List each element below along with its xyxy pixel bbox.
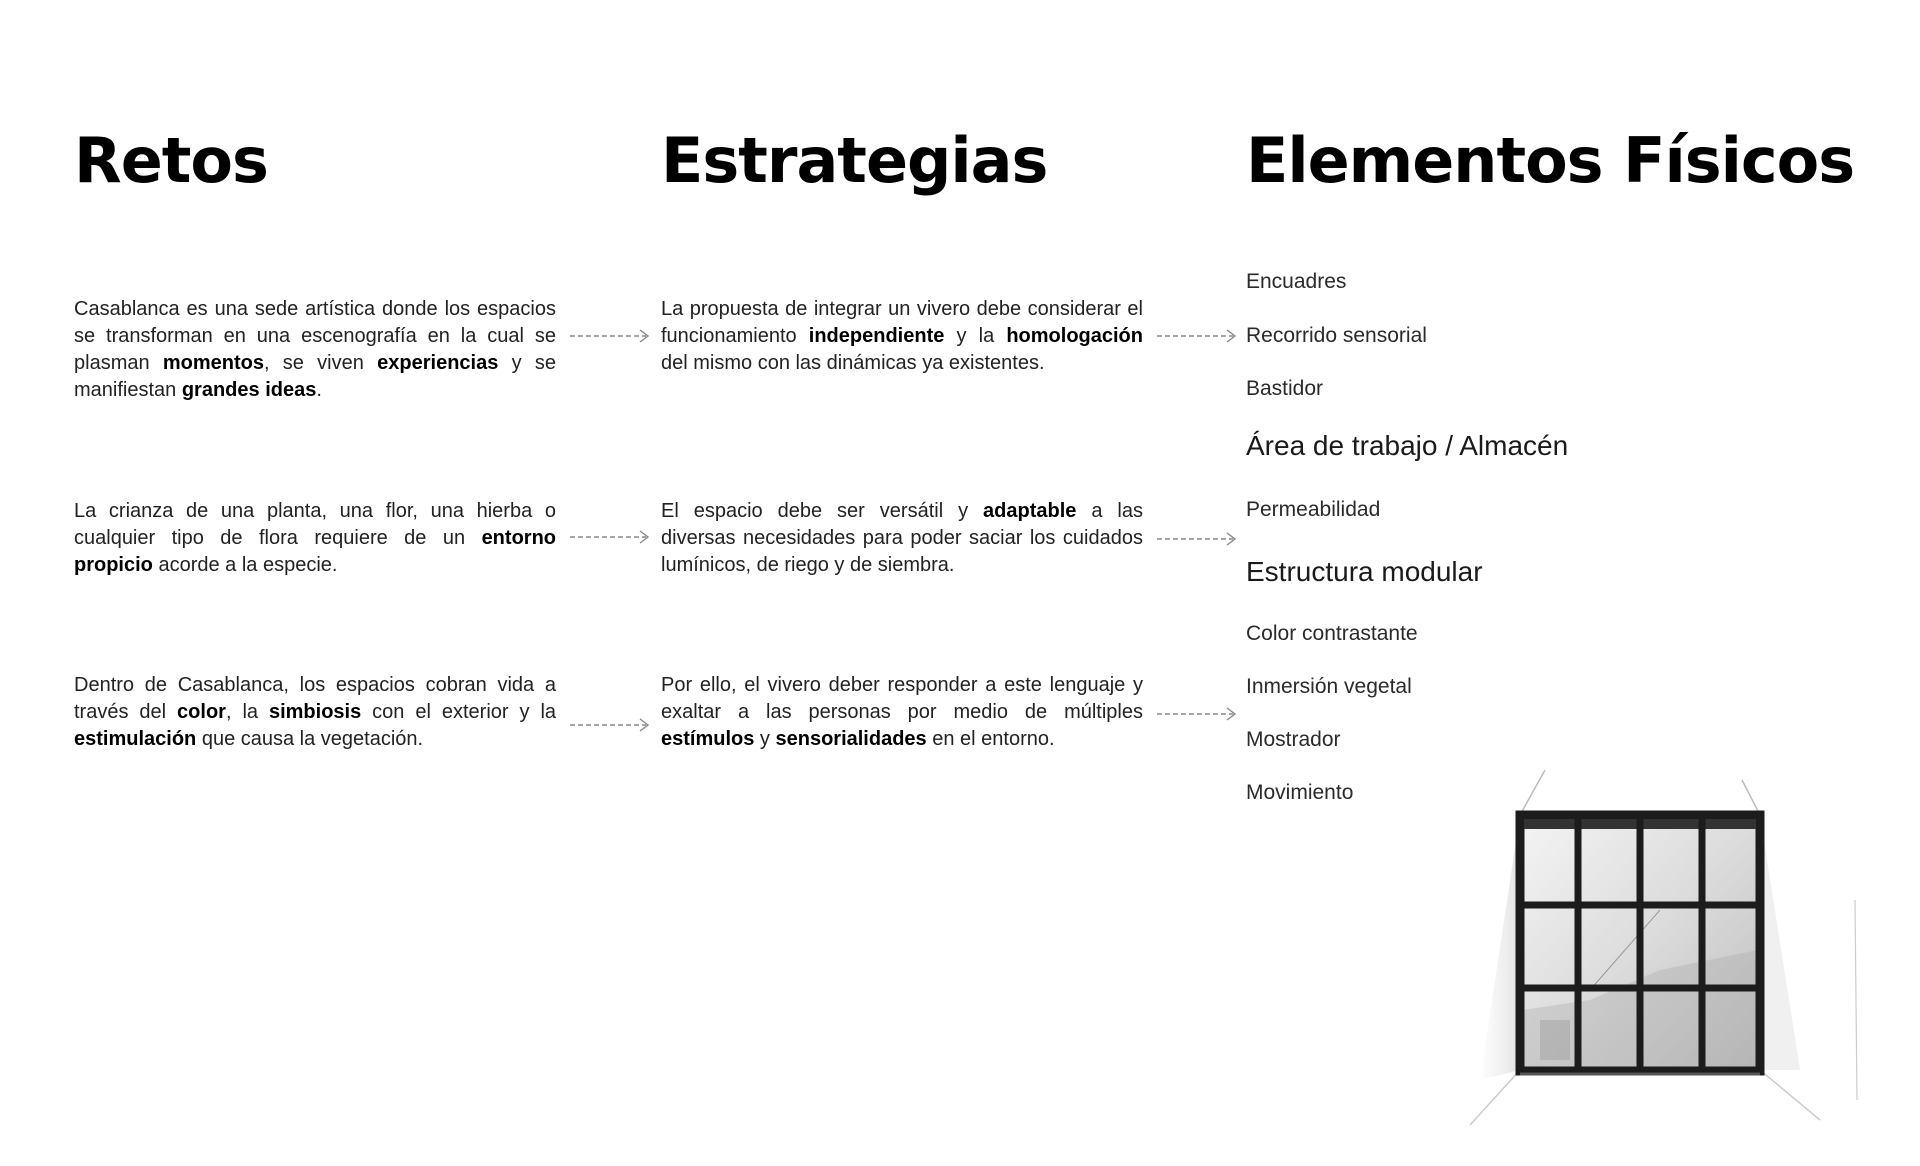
emphasis-text: independiente xyxy=(808,325,945,347)
dashed-arrow-icon xyxy=(570,329,652,343)
reto-paragraph-3: Dentro de Casablanca, los espacios cobran vida a través del color, la simbiosis con el exterior y la estimulación que causa la vegetación. xyxy=(74,674,557,750)
elemento-recorrido-sensorial: Recorrido sensorial xyxy=(1246,324,1427,347)
dashed-arrow-icon xyxy=(570,530,652,544)
heading-retos: Retos xyxy=(74,124,268,197)
emphasis-text: momentos xyxy=(162,352,264,374)
reto-paragraph-1: Casablanca es una sede artística donde los espacios se transforman en una escenografía en la cual se plasman momentos, se viven experiencias y se manifiestan grandes ideas. xyxy=(74,298,556,401)
emphasis-text: experiencias xyxy=(377,352,499,374)
elemento-movimiento: Movimiento xyxy=(1246,781,1354,804)
elemento-permeabilidad: Permeabilidad xyxy=(1246,498,1381,521)
elemento-inmersion-vegetal: Inmersión vegetal xyxy=(1246,675,1412,698)
heading-elementos-fisicos: Elementos Físicos xyxy=(1246,124,1855,197)
emphasis-text: adaptable xyxy=(983,500,1077,522)
elemento-encuadres: Encuadres xyxy=(1246,270,1347,293)
heading-estrategias: Estrategias xyxy=(661,124,1048,197)
dashed-arrow-icon xyxy=(1157,532,1239,546)
elemento-area-de-trabajo: Área de trabajo / Almacén xyxy=(1246,430,1569,461)
dashed-arrow-icon xyxy=(570,718,652,732)
emphasis-text: estímulos xyxy=(661,728,755,750)
emphasis-text: entorno propicio xyxy=(74,527,556,576)
emphasis-text: color xyxy=(177,701,226,723)
emphasis-text: homologación xyxy=(1006,325,1143,347)
dashed-arrow-icon xyxy=(1157,329,1239,343)
emphasis-text: grandes ideas xyxy=(181,379,317,401)
window-sketch-illustration xyxy=(1460,770,1880,1140)
emphasis-text: estimulación xyxy=(74,728,197,750)
emphasis-text: simbiosis xyxy=(268,701,362,723)
estrategia-paragraph-1: La propuesta de integrar un vivero debe considerar el funcionamiento independiente y la homologación del mismo con las dinámicas ya existentes. xyxy=(661,298,1143,374)
elemento-mostrador: Mostrador xyxy=(1246,728,1341,751)
estrategia-paragraph-3: Por ello, el vivero deber responder a este lenguaje y exaltar a las personas por medio de múltiples estímulos y sensorialidades en el entorno. xyxy=(661,674,1143,750)
estrategia-paragraph-2: El espacio debe ser versátil y adaptable a las diversas necesidades para poder saciar los cuidados lumínicos, de riego y de siembra. xyxy=(661,500,1143,576)
elemento-bastidor: Bastidor xyxy=(1246,377,1324,400)
reto-paragraph-2: La crianza de una planta, una flor, una hierba o cualquier tipo de flora requiere de un entorno propicio acorde a la especie. xyxy=(74,500,556,576)
elemento-color-contrastante: Color contrastante xyxy=(1246,622,1418,645)
elemento-estructura-modular: Estructura modular xyxy=(1246,556,1483,587)
dashed-arrow-icon xyxy=(1157,707,1239,721)
emphasis-text: sensorialidades xyxy=(775,728,927,750)
